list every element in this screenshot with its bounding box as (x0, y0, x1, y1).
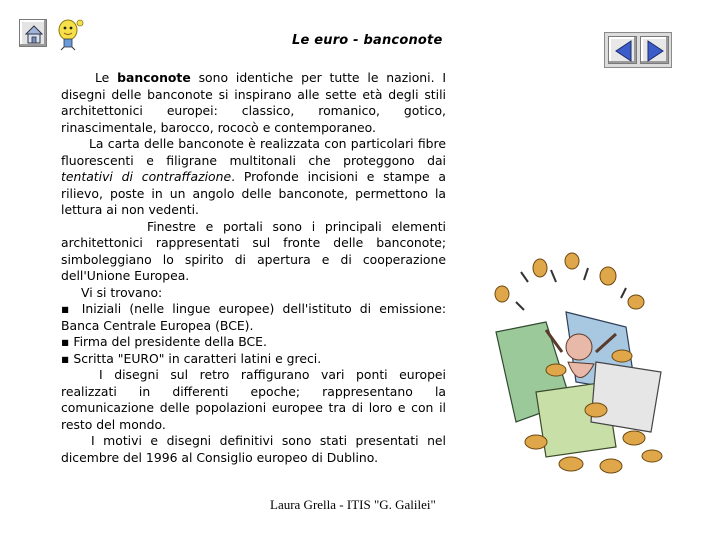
list-item: ▪ Scritta "EURO" in caratteri latini e greci. (61, 351, 446, 368)
triangle-left-icon (609, 37, 638, 65)
triangle-right-icon (641, 37, 670, 65)
money-rain-clipart (476, 252, 676, 482)
next-button[interactable] (640, 36, 669, 64)
previous-button[interactable] (608, 36, 637, 64)
paragraph-front: Finestre e portali sono i principali elementi architettonici rappresentati sul fronte delle banconote; simboleggiano lo spirito di apertura e di cooperazione dell'Unione Europea. (61, 218, 446, 283)
p2-prefix: La carta delle banconote è realizzata con particolari fibre fluorescenti e filigrane multitonali che proteggono dai (61, 136, 446, 168)
p2-rest: . Profonde incisioni e stampe a rilievo, poste in un angolo delle banconote, permettono la lettura ai non vedenti. (61, 169, 446, 217)
footer-credit: Laura Grella - ITIS "G. Galilei" (270, 497, 436, 512)
mascot-icon (52, 15, 86, 51)
list-item: ▪ Iniziali (nelle lingue europee) dell'istituto di emissione: Banca Centrale Europea (BCE). (61, 301, 446, 334)
paragraph-back: I disegni sul retro raffigurano vari ponti europei realizzati in differenti epoche; rappresentano la comunicazione delle popolazioni europee tra di loro e con il resto del mondo. (61, 367, 446, 432)
page-title: Le euro - banconote (292, 33, 443, 48)
paragraph-paper (61, 136, 446, 219)
slide-navigation (604, 32, 672, 68)
keyword-banconote: banconote (117, 70, 191, 85)
p1-prefix: Le (95, 70, 118, 85)
home-icon (20, 20, 48, 48)
body-text (61, 70, 446, 466)
home-button[interactable] (19, 19, 47, 47)
paragraph-styles (61, 70, 446, 136)
list-item: ▪ Firma del presidente della BCE. (61, 334, 446, 351)
paragraph-final: I motivi e disegni definitivi sono stati presentati nel dicembre del 1996 al Consiglio europeo di Dublino. (61, 433, 446, 465)
paragraph-intro-list: Vi si trovano: (81, 284, 163, 300)
p1-rest: sono identiche per tutte le nazioni. I disegni delle banconote si inspirano alle sette età degli stili architettonici europei: classico, romanico, gotico, rinascimentale, barocco, rococò e contemporaneo. (61, 70, 446, 135)
emphasis-contraffazione: tentativi di contraffazione (61, 169, 232, 184)
